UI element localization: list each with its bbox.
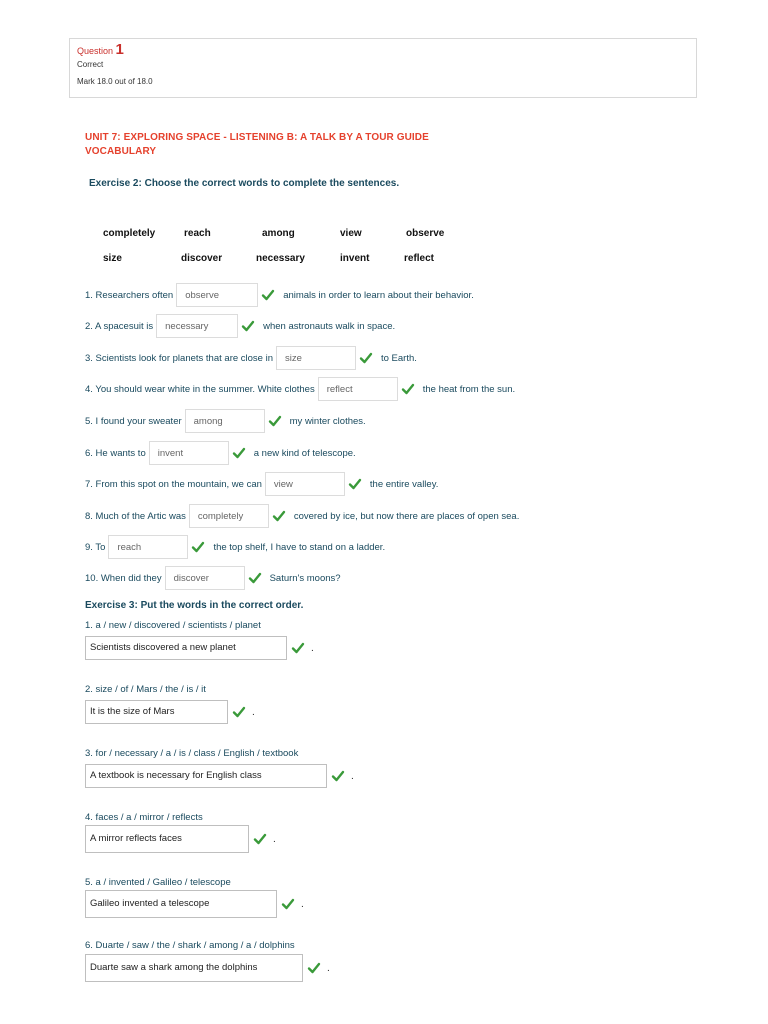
word-bank-item: size <box>103 253 122 264</box>
sentence-before: 3. Scientists look for planets that are close in <box>85 352 273 364</box>
sentence-after: the top shelf, I have to stand on a ladder. <box>213 541 386 553</box>
word-bank-item: necessary <box>256 253 305 264</box>
sentence-before: 2. A spacesuit is <box>85 320 154 332</box>
check-icon <box>331 769 345 783</box>
check-icon <box>272 509 286 523</box>
answer-field[interactable]: completely <box>189 504 269 528</box>
exercise3-item-5 <box>85 892 304 916</box>
word-bank-item: observe <box>406 228 445 239</box>
exercise3-item-1 <box>85 636 314 660</box>
check-icon <box>291 641 305 655</box>
exercise2-item-2 <box>85 313 395 339</box>
unit-title <box>85 131 429 159</box>
answer-field[interactable]: reach <box>108 535 188 559</box>
sentence-before: 9. To <box>85 541 106 553</box>
sentence-before: 4. You should wear white in the summer. White clothes <box>85 383 315 395</box>
sentence-after: the heat from the sun. <box>422 383 516 395</box>
word-bank-item: view <box>340 228 362 239</box>
period: . <box>301 898 304 910</box>
answer-field[interactable]: invent <box>149 441 229 465</box>
answer-field[interactable]: observe <box>176 283 258 307</box>
period: . <box>351 770 354 782</box>
exercise2-item-3 <box>85 345 417 371</box>
sentence-after: my winter clothes. <box>289 415 366 427</box>
period: . <box>311 642 314 654</box>
exercise2-item-4 <box>85 376 515 402</box>
exercise2-item-1 <box>85 282 474 308</box>
word-bank-item: discover <box>181 253 223 264</box>
period: . <box>327 962 330 974</box>
check-icon <box>248 571 262 585</box>
order-prompt: 2. size / of / Mars / the / is / it <box>85 684 206 695</box>
order-answer-field[interactable]: A textbook is necessary for English class <box>85 764 327 788</box>
order-prompt: 3. for / necessary / a / is / class / English / textbook <box>85 748 299 759</box>
word-bank-item: reach <box>184 228 211 239</box>
exercise3-item-6 <box>85 956 330 980</box>
question-number: 1 <box>115 41 124 58</box>
order-prompt: 5. a / invented / Galileo / telescope <box>85 877 231 888</box>
exercise2-item-8 <box>85 503 519 529</box>
check-icon <box>401 382 415 396</box>
exercise2-item-5 <box>85 408 366 434</box>
answer-field[interactable]: view <box>265 472 345 496</box>
word-bank-item: among <box>262 228 295 239</box>
sentence-before: 7. From this spot on the mountain, we can <box>85 478 262 490</box>
order-answer-field[interactable]: It is the size of Mars <box>85 700 228 724</box>
word-bank-item: completely <box>103 228 156 239</box>
period: . <box>273 833 276 845</box>
order-answer-field[interactable]: Duarte saw a shark among the dolphins <box>85 954 303 982</box>
check-icon <box>268 414 282 428</box>
check-icon <box>261 288 275 302</box>
sentence-before: 10. When did they <box>85 572 162 584</box>
word-bank-item: invent <box>340 253 370 264</box>
sentence-after: the entire valley. <box>369 478 439 490</box>
answer-field[interactable]: size <box>276 346 356 370</box>
question-number-line <box>77 42 689 58</box>
check-icon <box>359 351 373 365</box>
question-label: Question <box>77 46 114 56</box>
period: . <box>252 706 255 718</box>
answer-field[interactable]: among <box>185 409 265 433</box>
sentence-before: 8. Much of the Artic was <box>85 510 186 522</box>
answer-field[interactable]: discover <box>165 566 245 590</box>
sentence-after: covered by ice, but now there are places of open sea. <box>293 510 520 522</box>
exercise2-item-7 <box>85 471 438 497</box>
check-icon <box>307 961 321 975</box>
order-prompt: 6. Duarte / saw / the / shark / among / a / dolphins <box>85 940 295 951</box>
exercise2-item-6 <box>85 440 356 466</box>
order-prompt: 4. faces / a / mirror / reflects <box>85 812 203 823</box>
question-mark: Mark 18.0 out of 18.0 <box>77 77 153 86</box>
check-icon <box>232 705 246 719</box>
exercise2-item-10 <box>85 565 341 591</box>
sentence-after: when astronauts walk in space. <box>263 320 396 332</box>
sentence-before: 1. Researchers often <box>85 289 174 301</box>
check-icon <box>232 446 246 460</box>
exercise2-title: Exercise 2: Choose the correct words to complete the sentences. <box>89 178 400 189</box>
check-icon <box>191 540 205 554</box>
order-answer-field[interactable]: Galileo invented a telescope <box>85 890 277 918</box>
sentence-after: animals in order to learn about their behavior. <box>283 289 474 301</box>
answer-field[interactable]: necessary <box>156 314 238 338</box>
word-bank-item: reflect <box>404 253 435 264</box>
sentence-after: Saturn's moons? <box>269 572 341 584</box>
sentence-before: 6. He wants to <box>85 447 146 459</box>
order-answer-field[interactable]: A mirror reflects faces <box>85 825 249 853</box>
exercise3-title: Exercise 3: Put the words in the correct order. <box>85 600 304 611</box>
unit-title-line1: UNIT 7: EXPLORING SPACE - LISTENING B: A TALK BY A TOUR GUIDE <box>85 132 429 143</box>
exercise3-item-3 <box>85 764 354 788</box>
exercise2-item-9 <box>85 534 385 560</box>
order-answer-field[interactable]: Scientists discovered a new planet <box>85 636 287 660</box>
exercise3-item-2 <box>85 700 255 724</box>
sentence-after: to Earth. <box>381 352 417 364</box>
check-icon <box>241 319 255 333</box>
sentence-after: a new kind of telescope. <box>253 447 356 459</box>
sentence-before: 5. I found your sweater <box>85 415 182 427</box>
unit-title-line2: VOCABULARY <box>85 146 157 157</box>
check-icon <box>281 897 295 911</box>
check-icon <box>253 832 267 846</box>
question-status: Correct <box>77 60 104 69</box>
question-info-box <box>69 38 697 98</box>
exercise3-item-4 <box>85 827 276 851</box>
check-icon <box>348 477 362 491</box>
order-prompt: 1. a / new / discovered / scientists / planet <box>85 620 261 631</box>
answer-field[interactable]: reflect <box>318 377 398 401</box>
